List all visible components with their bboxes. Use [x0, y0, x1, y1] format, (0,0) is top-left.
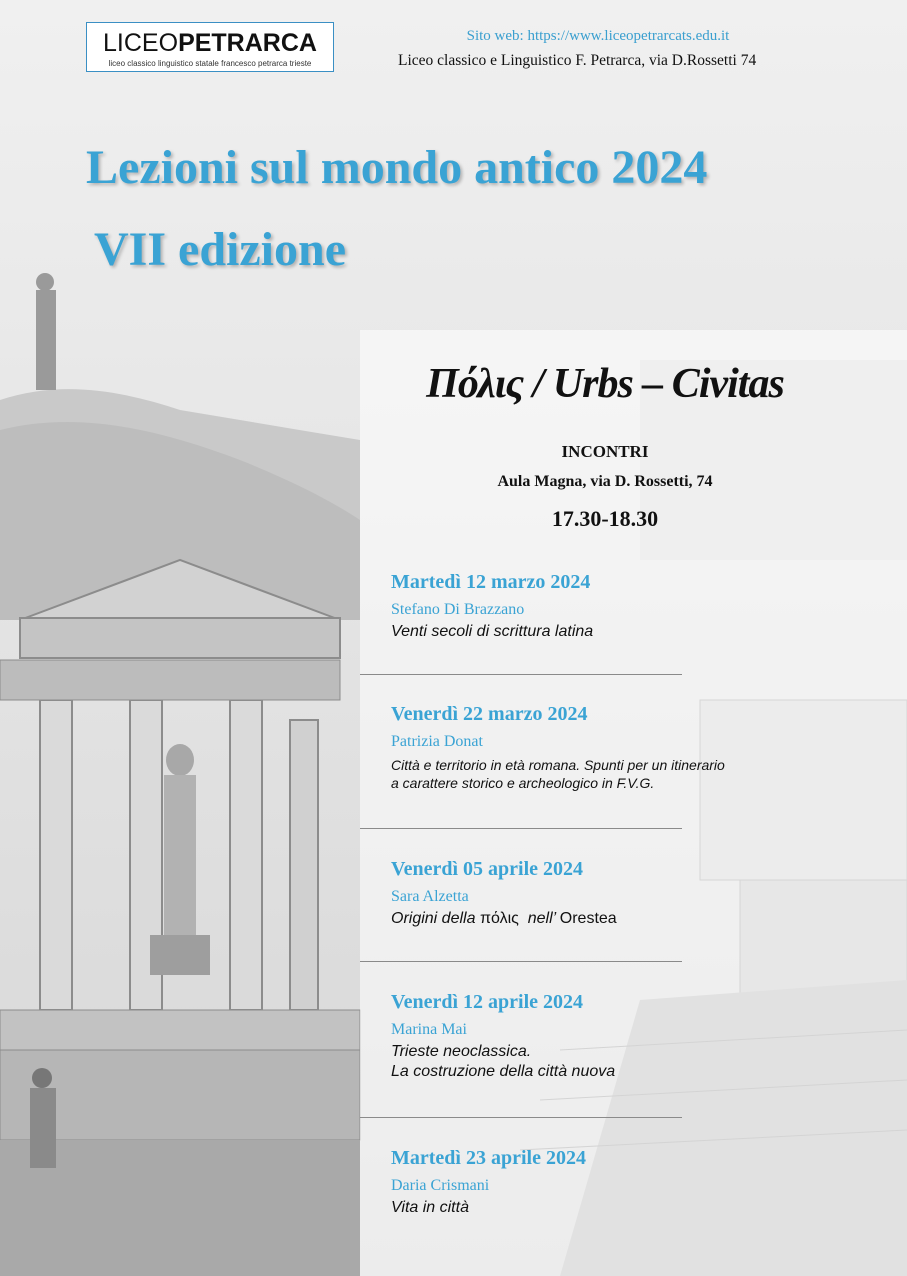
- event-date: Martedì 12 marzo 2024: [391, 571, 591, 593]
- page-title: Lezioni sul mondo antico 2024: [86, 141, 708, 194]
- event-talk: Venti secoli di scrittura latina: [391, 623, 594, 640]
- event-talk-line: Città e territorio in età romana. Spunti per un itinerario: [391, 757, 725, 773]
- program-panel: [360, 330, 907, 1276]
- event-date: Venerdì 05 aprile 2024: [391, 858, 584, 880]
- event-speaker: Patrizia Donat: [391, 733, 483, 750]
- event-talk: Origini della πόλις nell’ Orestea: [391, 910, 617, 927]
- event-divider: [360, 961, 682, 962]
- event-date: Venerdì 22 marzo 2024: [391, 703, 588, 725]
- event-speaker: Stefano Di Brazzano: [391, 601, 525, 618]
- logo-wordmark: LICEOPETRARCA: [103, 29, 317, 57]
- event-divider: [360, 828, 682, 829]
- event-talk-line: a carattere storico e archeologico in F.V.G.: [391, 775, 655, 791]
- event-item: [391, 989, 811, 1082]
- event-item: [391, 856, 811, 929]
- event-item: [391, 1145, 811, 1218]
- event-divider: [360, 674, 682, 675]
- meetings-label: INCONTRI: [561, 442, 649, 461]
- event-talk: Vita in città: [391, 1199, 469, 1216]
- event-talk: [391, 756, 811, 792]
- event-speaker: Sara Alzetta: [391, 888, 469, 905]
- event-divider: [360, 1117, 682, 1118]
- edition-title: VII edizione: [94, 223, 346, 276]
- event-item: [391, 569, 811, 642]
- event-item: [391, 701, 811, 792]
- hours: 17.30-18.30: [551, 506, 659, 531]
- event-talk: [391, 1042, 811, 1082]
- theme-heading: Πόλις / Urbs – Civitas: [426, 361, 784, 407]
- school-logo: [86, 22, 334, 72]
- event-talk-line: Trieste neoclassica.: [391, 1043, 532, 1060]
- logo-tagline: liceo classico linguistico statale francesco petrarca trieste: [108, 59, 312, 68]
- event-speaker: Daria Crismani: [391, 1177, 490, 1194]
- website-link[interactable]: Sito web: https://www.liceopetrarcats.edu.it: [466, 28, 730, 44]
- event-date: Martedì 23 aprile 2024: [391, 1147, 586, 1169]
- event-speaker: Marina Mai: [391, 1021, 467, 1038]
- event-date: Venerdì 12 aprile 2024: [391, 991, 584, 1013]
- school-address: Liceo classico e Linguistico F. Petrarca, via D.Rossetti 74: [398, 52, 757, 69]
- event-talk-line: La costruzione della città nuova: [391, 1063, 616, 1080]
- venue: Aula Magna, via D. Rossetti, 74: [497, 473, 713, 490]
